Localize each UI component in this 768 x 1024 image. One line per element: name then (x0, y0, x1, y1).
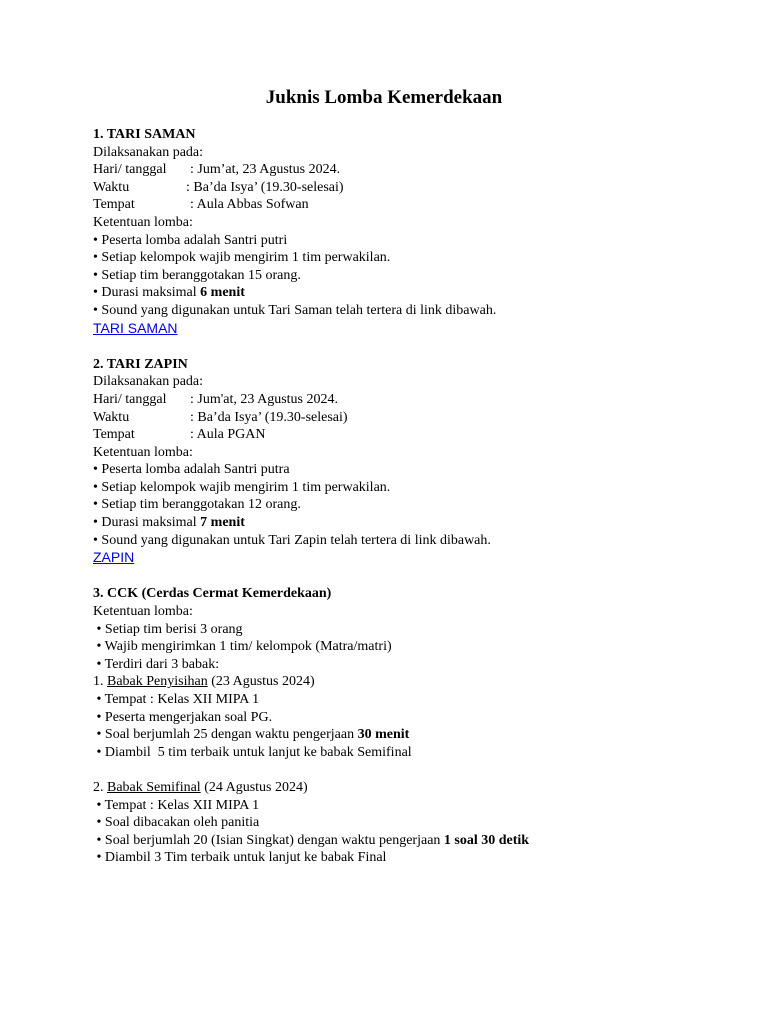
saman-day-label: Hari/ tanggal (93, 162, 167, 178)
round-2-item-place: • Tempat : Kelas XII MIPA 1 (93, 797, 260, 813)
zapin-place-value: : Aula PGAN (190, 427, 266, 443)
saman-time-row (93, 179, 713, 197)
round-2-questions-text: • Soal berjumlah 20 (Isian Singkat) dengan waktu pengerjaan (93, 832, 444, 848)
round-2-time: 1 soal 30 detik (443, 832, 530, 848)
saman-rules-label: Ketentuan lomba: (93, 214, 193, 230)
zapin-rule-4 (93, 514, 713, 532)
saman-place-value: : Aula Abbas Sofwan (190, 197, 309, 213)
round-2-item-reading: • Soal dibacakan oleh panitia (93, 815, 260, 831)
round-2-item-advance: • Diambil 3 Tim terbaik untuk lanjut ke babak Final (93, 850, 387, 866)
zapin-place-row (93, 426, 713, 444)
zapin-day-value: : Jum'at, 23 Agustus 2024. (190, 391, 338, 407)
zapin-time-value: : Ba’da Isya’ (19.30-selesai) (190, 409, 348, 425)
round-1-item-task: • Peserta mengerjakan soal PG. (93, 709, 273, 725)
zapin-rule-3: • Setiap tim beranggotakan 12 orang. (93, 497, 301, 513)
document-title: Juknis Lomba Kemerdekaan (265, 87, 503, 108)
section-heading-tari-saman: 1. TARI SAMAN (93, 127, 196, 142)
round-2-date: (24 Agustus 2024) (200, 779, 308, 795)
zapin-link[interactable]: ZAPIN (93, 549, 135, 566)
zapin-day-row (93, 391, 713, 409)
saman-day-value: : Jum’at, 23 Agustus 2024. (190, 162, 341, 178)
round-1-date: (23 Agustus 2024) (207, 674, 315, 690)
zapin-time-label: Waktu (93, 409, 130, 425)
saman-rule-5: • Sound yang digunakan untuk Tari Saman telah tertera di link dibawah. (93, 302, 497, 318)
saman-duration: 6 menit (200, 285, 245, 301)
saman-time-label: Waktu (93, 179, 130, 195)
round-2-item-questions (93, 832, 713, 850)
round-1-name: Babak Penyisihan (107, 674, 208, 690)
document-page (93, 86, 713, 867)
zapin-place-label: Tempat (93, 427, 135, 443)
zapin-rules-label: Ketentuan lomba: (93, 444, 193, 460)
saman-rule-2: • Setiap kelompok wajib mengirim 1 tim perwakilan. (93, 250, 391, 266)
cck-rule-2: • Wajib mengirimkan 1 tim/ kelompok (Matra/matri) (93, 639, 392, 655)
cck-rules-label: Ketentuan lomba: (93, 604, 193, 620)
saman-rule-4 (93, 284, 713, 302)
zapin-time-row (93, 409, 713, 427)
zapin-rule-4-text: • Durasi maksimal (93, 515, 201, 531)
tari-saman-link[interactable]: TARI SAMAN (93, 319, 178, 336)
saman-place-row (93, 196, 713, 214)
saman-rule-4-text: • Durasi maksimal (93, 285, 201, 301)
round-1-item-questions (93, 726, 713, 744)
saman-intro: Dilaksanakan pada: (93, 144, 204, 160)
section-heading-cck: 3. CCK (Cerdas Cermat Kemerdekaan) (93, 586, 332, 602)
cck-round-2-heading (93, 779, 713, 797)
section-heading-tari-zapin: 2. TARI ZAPIN (93, 356, 188, 372)
zapin-rule-1: • Peserta lomba adalah Santri putra (93, 462, 290, 478)
zapin-rule-2: • Setiap kelompok wajib mengirim 1 tim perwakilan. (93, 479, 391, 495)
saman-rule-1: • Peserta lomba adalah Santri putri (93, 232, 288, 248)
zapin-duration: 7 menit (200, 515, 245, 531)
zapin-intro: Dilaksanakan pada: (93, 374, 204, 390)
round-1-item-advance: • Diambil 5 tim terbaik untuk lanjut ke babak Semifinal (93, 744, 412, 760)
round-2-number: 2. (93, 779, 107, 795)
cck-rule-1: • Setiap tim berisi 3 orang (93, 621, 243, 637)
round-1-time: 30 menit (357, 727, 410, 743)
saman-day-row (93, 161, 713, 179)
round-1-number: 1. (93, 674, 107, 690)
round-1-item-place: • Tempat : Kelas XII MIPA 1 (93, 692, 260, 707)
cck-rule-3: • Terdiri dari 3 babak: (93, 656, 220, 672)
saman-place-label: Tempat (93, 197, 135, 213)
cck-round-1-heading (93, 673, 713, 691)
round-2-name: Babak Semifinal (107, 779, 201, 795)
zapin-day-label: Hari/ tanggal (93, 391, 167, 407)
round-1-questions-text: • Soal berjumlah 25 dengan waktu pengerjaan (93, 727, 358, 743)
zapin-rule-5: • Sound yang digunakan untuk Tari Zapin telah tertera di link dibawah. (93, 532, 491, 548)
saman-rule-3: • Setiap tim beranggotakan 15 orang. (93, 267, 301, 283)
saman-time-value: : Ba’da Isya’ (19.30-selesai) (186, 179, 344, 195)
